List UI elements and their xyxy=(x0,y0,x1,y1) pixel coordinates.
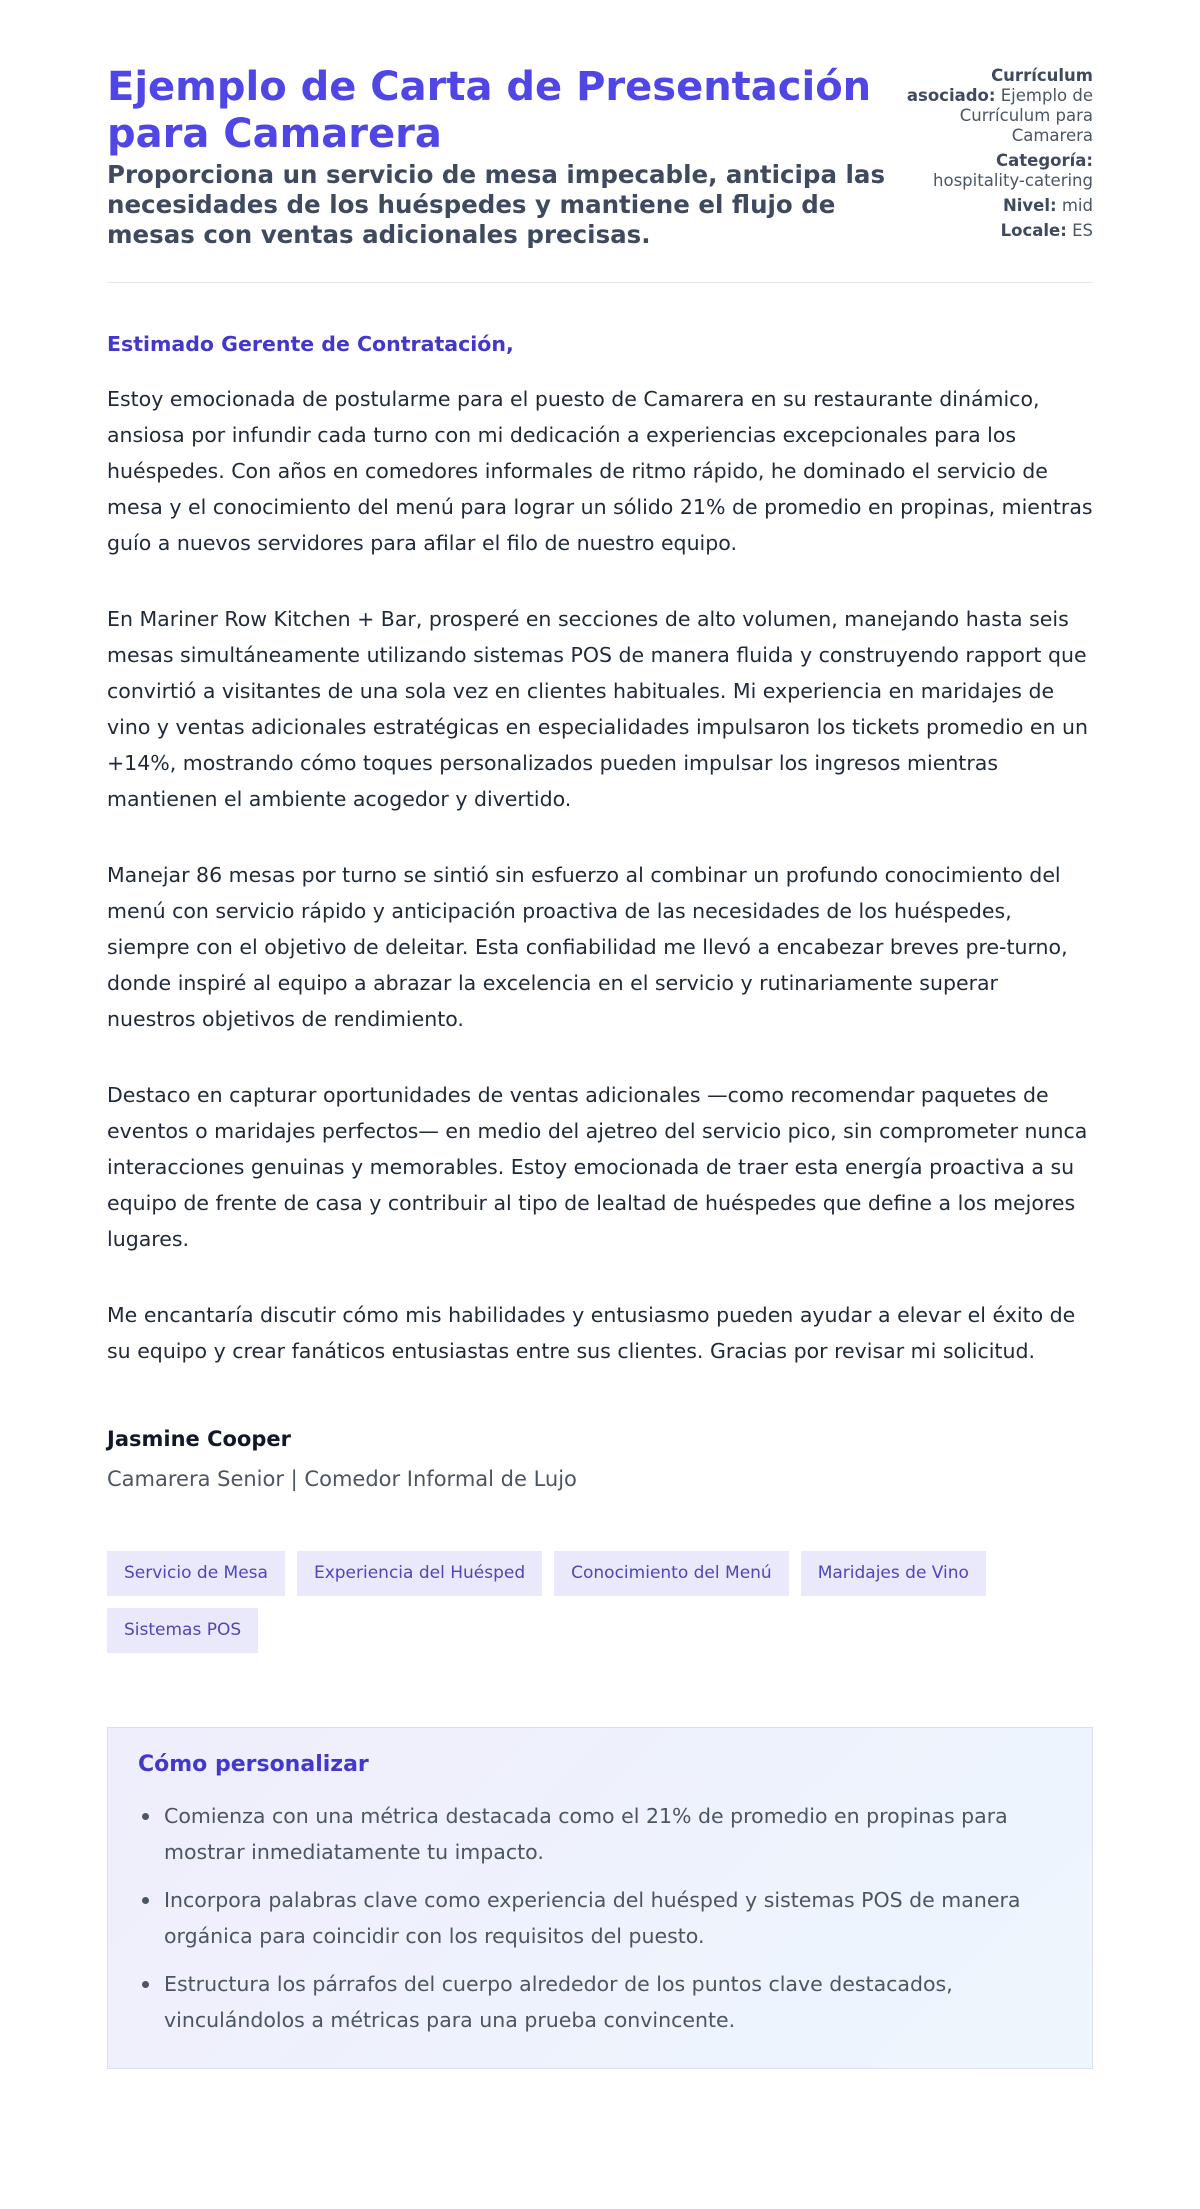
skill-tag: Maridajes de Vino xyxy=(801,1551,986,1596)
tips-list xyxy=(138,1798,1062,2038)
tip-text: Comienza con una métrica destacada como el 21% de promedio en propinas para mostrar inmediatamente tu impacto. xyxy=(164,1804,1008,1864)
bullet-icon xyxy=(142,1897,149,1904)
skill-tag: Servicio de Mesa xyxy=(107,1551,285,1596)
meta-locale-value: ES xyxy=(1072,221,1093,240)
meta-resume-label: Currículum asociado: xyxy=(906,66,1093,105)
skill-tag: Experiencia del Huésped xyxy=(297,1551,542,1596)
meta-level xyxy=(903,196,1093,216)
meta-resume-value: Ejemplo de Currículum para Camarera xyxy=(959,86,1093,145)
meta-level-label: Nivel: xyxy=(1002,196,1057,215)
tip-item xyxy=(138,1882,1062,1954)
tip-item xyxy=(138,1966,1062,2038)
meta-category-value: hospitality-catering xyxy=(933,171,1093,190)
letter-paragraph: En Mariner Row Kitchen + Bar, prosperé en secciones de alto volumen, manejando hasta seis mesas simultáneamente utilizando sistemas POS de manera fluida y construyendo rapport que convirtió a visitantes de una sola vez en clientes habituales. Mi experiencia en maridajes de vino y ventas adicionales estratégicas en especialidades impulsaron los tickets promedio en un +14%, mostrando cómo toques personalizados pueden impulsar los ingresos mientras mantienen el ambiente acogedor y divertido. xyxy=(107,607,1089,811)
meta-category-label: Categoría: xyxy=(996,151,1093,170)
salutation: Estimado Gerente de Contratación, xyxy=(107,332,514,356)
bullet-icon xyxy=(142,1813,149,1820)
letter-paragraph: Destaco en capturar oportunidades de ventas adicionales —como recomendar paquetes de eventos o maridajes perfectos— en medio del ajetreo del servicio pico, sin comprometer nunca interacciones genuinas y memorables. Estoy emocionada de traer esta energía proactiva a su equipo de frente de casa y contribuir al tipo de lealtad de huéspedes que define a los mejores lugares. xyxy=(107,1083,1088,1251)
page-header xyxy=(107,64,1093,283)
bullet-icon xyxy=(142,1981,149,1988)
signature-name: Jasmine Cooper xyxy=(107,1427,291,1451)
tip-text: Estructura los párrafos del cuerpo alrededor de los puntos clave destacados, vinculándolos a métricas para una prueba convincente. xyxy=(164,1972,953,2032)
meta-locale xyxy=(903,221,1093,241)
letter-paragraph: Manejar 86 mesas por turno se sintió sin esfuerzo al combinar un profundo conocimiento del menú con servicio rápido y anticipación proactiva de las necesidades de los huéspedes, siempre con el objetivo de deleitar. Esta confiabilidad me llevó a encabezar breves pre-turno, donde inspiré al equipo a abrazar la excelencia en el servicio y rutinariamente superar nuestros objetivos de rendimiento. xyxy=(107,863,1068,1031)
customization-tips xyxy=(107,1727,1093,2069)
skill-tag: Conocimiento del Menú xyxy=(554,1551,789,1596)
header-titles xyxy=(107,64,897,250)
metadata-panel xyxy=(903,64,1093,246)
page-title: Ejemplo de Carta de Presentación para Camarera xyxy=(107,64,872,157)
page-subtitle: Proporciona un servicio de mesa impecable, anticipa las necesidades de los huéspedes y mantiene el flujo de mesas con ventas adicionales precisas. xyxy=(107,160,886,249)
tip-item xyxy=(138,1798,1062,1870)
meta-level-value: mid xyxy=(1061,196,1093,215)
signature-block xyxy=(107,1425,1093,1493)
letter-paragraph: Estoy emocionada de postularme para el puesto de Camarera en su restaurante dinámico, ansiosa por infundir cada turno con mi dedicación a experiencias excepcionales para los huéspedes. Con años en comedores informales de ritmo rápido, he dominado el servicio de mesa y el conocimiento del menú para lograr un sólido 21% de promedio en propinas, mientras guío a nuevos servidores para afilar el filo de nuestro equipo. xyxy=(107,387,1093,555)
skill-tag: Sistemas POS xyxy=(107,1608,258,1653)
meta-category xyxy=(903,151,1093,191)
letter-paragraph: Me encantaría discutir cómo mis habilidades y entusiasmo pueden ayudar a elevar el éxito de su equipo y crear fanáticos entusiastas entre sus clientes. Gracias por revisar mi solicitud. xyxy=(107,1303,1076,1363)
skill-tags xyxy=(107,1551,1093,1653)
meta-locale-label: Locale: xyxy=(1000,221,1067,240)
signature-title: Camarera Senior | Comedor Informal de Lujo xyxy=(107,1467,577,1491)
tip-text: Incorpora palabras clave como experiencia del huésped y sistemas POS de manera orgánica para coincidir con los requisitos del puesto. xyxy=(164,1888,1021,1948)
letter-body xyxy=(107,283,1093,1493)
tips-title: Cómo personalizar xyxy=(138,1752,369,1777)
meta-resume xyxy=(903,66,1093,146)
